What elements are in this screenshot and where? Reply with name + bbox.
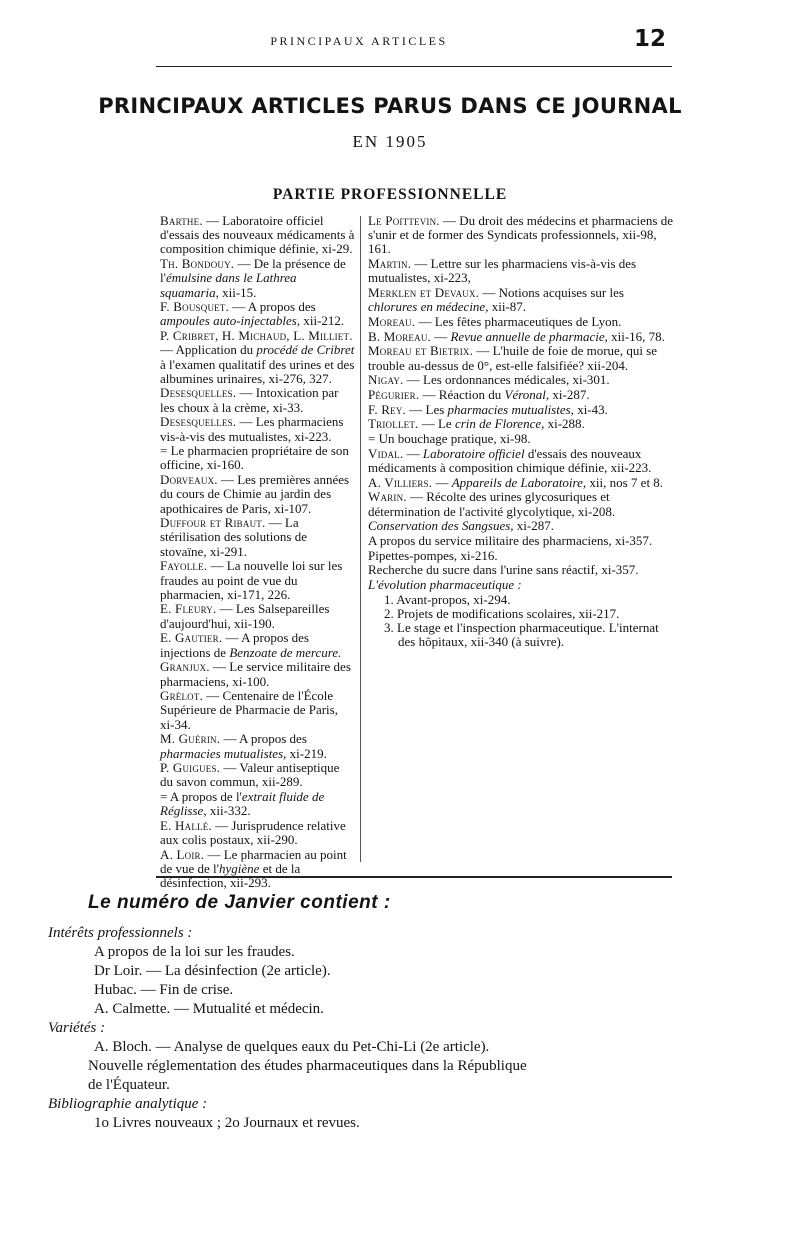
article-text: — Intoxication par les choux à la crème, bbox=[160, 385, 339, 415]
article-text: — Valeur antiseptique du savon commun, bbox=[160, 760, 340, 790]
article-text: — Le bbox=[421, 416, 455, 432]
list-item: A. Bloch. — Analyse de quelques eaux du Pet-Chi-Li (2e article). bbox=[94, 1039, 490, 1055]
article-text: — Notions acquises sur les bbox=[482, 285, 624, 301]
article-text: — Les Salsepareilles d'aujourd'hui, bbox=[160, 601, 330, 631]
author-name: E. Hallé. bbox=[160, 818, 212, 834]
author-name: Moreau. bbox=[368, 313, 416, 329]
article-entry bbox=[368, 417, 673, 431]
article-ref: xii-190. bbox=[234, 615, 275, 631]
article-italic: L'évolution pharmaceutique : bbox=[368, 577, 522, 593]
author-name: Nigay. bbox=[368, 372, 404, 388]
article-text: — De la présence de l' bbox=[160, 256, 346, 286]
article-entry bbox=[368, 315, 673, 329]
article-ref: xii-16, 78. bbox=[607, 328, 665, 344]
list-item: A. Calmette. — Mutualité et médecin. bbox=[94, 1001, 324, 1017]
author-name: Warin. bbox=[368, 489, 407, 505]
category-heading: Bibliographie analytique : bbox=[48, 1096, 208, 1112]
author-name: Pégurier. bbox=[368, 386, 420, 402]
article-ref: xi-208. bbox=[577, 503, 616, 519]
article-entry bbox=[160, 790, 355, 818]
article-italic: Conservation des Sangsues, bbox=[368, 518, 514, 534]
author-name: P. Cribret, H. Michaud, L. Milliet. bbox=[160, 328, 353, 344]
article-entry bbox=[160, 559, 355, 602]
article-ref: xii-98, 161. bbox=[368, 227, 657, 257]
article-italic: Appareils de Laboratoire, bbox=[451, 474, 587, 490]
article-italic: Benzoate de mercure. bbox=[229, 644, 342, 660]
section-title: PARTIE PROFESSIONNELLE bbox=[272, 186, 508, 203]
article-italic: émulsine dans le Lathrea squamaria, bbox=[160, 270, 297, 300]
article-entry bbox=[160, 660, 355, 688]
category-heading: Intérêts professionnels : bbox=[48, 925, 193, 941]
article-ref: xi-291. bbox=[209, 543, 248, 559]
article-ref: xi-171, 226. bbox=[227, 586, 291, 602]
list-item: de l'Équateur. bbox=[88, 1077, 170, 1093]
article-ref: xi-100. bbox=[232, 673, 270, 689]
article-entry bbox=[368, 490, 673, 518]
article-ref: xii-204. bbox=[587, 357, 629, 373]
article-ref: xii-332. bbox=[206, 803, 251, 819]
article-entry bbox=[160, 819, 355, 847]
article-ref: xi-43. bbox=[573, 401, 608, 417]
author-name: Vidal. bbox=[368, 445, 404, 461]
article-text: — Le service militaire des pharmaciens, bbox=[160, 659, 351, 689]
article-text: — Les pharmaciens vis-à-vis des mutualistes, bbox=[160, 414, 344, 444]
article-ref: xi-357. bbox=[614, 532, 653, 548]
article-ref: xi-33. bbox=[272, 399, 304, 415]
page-number: 12 bbox=[633, 26, 666, 52]
article-text: — Jurisprudence relative aux colis postaux, bbox=[160, 818, 346, 848]
article-text: — Les ordonnances médicales, bbox=[406, 372, 573, 388]
article-entry bbox=[368, 330, 673, 344]
article-text: — Les fêtes pharmaceutiques de Lyon. bbox=[418, 313, 622, 329]
article-entry bbox=[368, 373, 673, 387]
article-text: — bbox=[406, 445, 423, 461]
author-name: A. Loir. bbox=[160, 846, 205, 862]
article-ref: xi-287. bbox=[513, 518, 554, 534]
article-ref: xii-15. bbox=[218, 284, 257, 300]
list-item: Dr Loir. — La désinfection (2e article). bbox=[94, 963, 331, 979]
author-name: P. Guigues. bbox=[160, 760, 221, 776]
author-name: E. Fleury. bbox=[160, 601, 217, 617]
article-ref: xi-107. bbox=[274, 500, 312, 516]
article-text: — Lettre sur les pharmaciens vis-à-vis des mutualistes, bbox=[368, 256, 637, 286]
article-entry bbox=[160, 214, 355, 257]
article-text: Recherche du sucre dans l'urine sans réactif, bbox=[368, 562, 602, 578]
article-entry bbox=[368, 403, 673, 417]
author-name: Moreau et Bietrix. bbox=[368, 343, 474, 359]
article-ref: xi-98. bbox=[499, 431, 531, 447]
article-ref: xi-219. bbox=[286, 745, 327, 761]
section-rule bbox=[156, 876, 672, 878]
article-text: — L'huile de foie de morue, qui se trouble au-dessus de 0°, est-elle falsifiée? bbox=[368, 343, 658, 373]
article-ref: xii-289. bbox=[261, 774, 303, 790]
article-entry bbox=[160, 732, 355, 760]
list-item: A propos de la loi sur les fraudes. bbox=[94, 944, 295, 960]
list-item: Hubac. — Fin de crise. bbox=[94, 982, 234, 998]
article-entry bbox=[368, 563, 673, 577]
january-title: Le numéro de Janvier contient : bbox=[88, 892, 391, 913]
author-name: Th. Bondouy. bbox=[160, 256, 235, 272]
article-italic: hygiène bbox=[219, 861, 260, 877]
article-text: — Application du bbox=[160, 342, 257, 358]
article-text: — Réaction du bbox=[422, 386, 505, 402]
article-text: — Laboratoire officiel d'essais des nouveaux médicaments à composition chimique définie, bbox=[160, 213, 355, 257]
article-entry bbox=[368, 432, 673, 446]
author-name: F. Bousquet. bbox=[160, 299, 230, 315]
article-text: = Un bouchage pratique, bbox=[368, 431, 500, 447]
article-text: — Les premières années du cours de Chimie au jardin des apothicaires de Paris, bbox=[160, 472, 350, 516]
article-entry bbox=[160, 602, 355, 630]
author-name: Grélot. bbox=[160, 688, 204, 704]
article-entry bbox=[160, 761, 355, 789]
list-item: 1o Livres nouveaux ; 2o Journaux et revues. bbox=[94, 1115, 360, 1131]
article-text: — Récolte des urines glycosuriques et détermination de l'activité glycolytique, bbox=[368, 489, 610, 519]
article-italic: extrait fluide de Réglisse, bbox=[160, 789, 325, 819]
article-ref: xi-223, bbox=[433, 270, 471, 286]
list-item: Nouvelle réglementation des études pharmaceutiques dans la République bbox=[88, 1058, 527, 1074]
author-name: Barthe. bbox=[160, 213, 203, 228]
article-italic: Véronal, bbox=[504, 386, 550, 402]
article-ref: xi-357. bbox=[601, 562, 639, 578]
author-name: Triollet. bbox=[368, 416, 419, 432]
article-entry bbox=[160, 300, 355, 328]
author-name: Merklen et Devaux. bbox=[368, 285, 480, 301]
article-text: — bbox=[434, 328, 451, 344]
author-name: Le Poittevin. bbox=[368, 213, 440, 228]
article-entry bbox=[160, 848, 355, 891]
article-italic: procédé de Cribret bbox=[256, 342, 355, 358]
article-ref: xii-87. bbox=[488, 299, 527, 315]
article-entry bbox=[160, 631, 355, 659]
article-text: = A propos de l' bbox=[160, 789, 242, 805]
article-italic: ampoules auto-injectables, bbox=[160, 313, 301, 329]
article-text: Pipettes-pompes, bbox=[368, 547, 461, 563]
article-text: — La nouvelle loi sur les fraudes au point de vue du pharmacien, bbox=[160, 558, 343, 602]
article-entry bbox=[368, 519, 673, 533]
author-name: Duffour et Ribaut. bbox=[160, 515, 266, 531]
article-entry bbox=[160, 257, 355, 300]
article-ref: xi-216. bbox=[460, 547, 498, 563]
article-ref: xi-34. bbox=[160, 716, 191, 732]
article-entry bbox=[368, 578, 673, 592]
left-column bbox=[160, 214, 355, 891]
article-entry bbox=[368, 476, 673, 490]
article-italic: pharmacies mutualistes, bbox=[447, 401, 574, 417]
author-name: A. Villiers. bbox=[368, 474, 433, 490]
article-entry bbox=[368, 344, 673, 372]
article-entry bbox=[368, 214, 673, 257]
author-name: Desesquelles. bbox=[160, 385, 237, 401]
article-ref: xii-290. bbox=[256, 832, 298, 848]
article-ref: et de la désinfection, xii-293. bbox=[160, 861, 301, 891]
article-italic: pharmacies mutualistes, bbox=[160, 745, 287, 761]
article-entry bbox=[160, 689, 355, 732]
article-entry bbox=[160, 329, 355, 386]
article-ref: xii-212. bbox=[300, 313, 345, 329]
article-text: A propos du service militaire des pharmaciens, bbox=[368, 532, 615, 548]
article-ref: xi-301. bbox=[572, 372, 610, 388]
january-contents bbox=[48, 924, 688, 1133]
article-entry bbox=[160, 415, 355, 443]
author-name: Granjux. bbox=[160, 659, 210, 675]
article-ref: xii, nos 7 et 8. bbox=[586, 474, 664, 490]
article-ref: xi-288. bbox=[544, 416, 585, 432]
author-name: Martin. bbox=[368, 256, 412, 272]
article-text: — Le pharmacien au point de vue de l' bbox=[160, 846, 347, 877]
running-head-title: PRINCIPAUX ARTICLES bbox=[270, 34, 448, 48]
author-name: Desesquelles. bbox=[160, 414, 237, 430]
article-entry bbox=[160, 516, 355, 559]
article-ref: xi-29. bbox=[321, 241, 353, 257]
numbered-item: 2. Projets de modifications scolaires, xii-217. bbox=[384, 605, 620, 621]
author-name: Fayolle. bbox=[160, 558, 208, 574]
column-divider bbox=[360, 216, 361, 862]
article-text: — bbox=[435, 474, 452, 490]
article-ref: xi-287. bbox=[549, 386, 590, 402]
article-italic: crin de Florence, bbox=[454, 416, 545, 432]
running-head bbox=[0, 26, 800, 54]
article-entry bbox=[368, 388, 673, 402]
year-line: EN 1905 bbox=[352, 132, 428, 151]
header-rule bbox=[156, 66, 672, 67]
article-ref: xi-160. bbox=[206, 457, 244, 473]
article-ref: à l'examen qualitatif des urines et des albumines urinaires, xi-276, 327. bbox=[160, 356, 355, 386]
numbered-item: 1. Avant-propos, xi-294. bbox=[384, 591, 511, 607]
article-text: — Les bbox=[409, 401, 448, 417]
article-text: — Du droit des médecins et pharmaciens de s'unir et de former des Syndicats professionnels, bbox=[368, 213, 673, 243]
article-entry bbox=[160, 444, 355, 472]
article-text: — A propos des bbox=[232, 299, 316, 315]
author-name: F. Rey. bbox=[368, 401, 407, 417]
article-ref: xi-223. bbox=[294, 428, 332, 444]
numbered-item: 3. Le stage et l'inspection pharmaceutique. L'internat des hôpitaux, xii-340 (à suivre). bbox=[384, 620, 659, 650]
right-column bbox=[368, 214, 673, 650]
article-entry bbox=[160, 386, 355, 414]
article-entry bbox=[368, 257, 673, 285]
article-ref: d'essais des nouveaux médicaments à composition chimique définie, xii-223. bbox=[368, 445, 652, 475]
article-entry bbox=[368, 534, 673, 548]
article-italic: Laboratoire officiel bbox=[422, 445, 525, 461]
article-italic: Revue annuelle de pharmacie, bbox=[450, 328, 608, 344]
author-name: M. Guérin. bbox=[160, 731, 221, 747]
article-text: — A propos des bbox=[223, 731, 307, 747]
article-entry bbox=[368, 549, 673, 563]
article-text: = Le pharmacien propriétaire de son officine, bbox=[160, 443, 349, 473]
article-text: — Centenaire de l'École Supérieure de Pharmacie de Paris, bbox=[160, 688, 338, 718]
article-text: — La stérilisation des solutions de stovaïne, bbox=[160, 515, 307, 559]
article-text: — A propos des injections de bbox=[160, 630, 309, 660]
article-italic: chlorures en médecine, bbox=[368, 299, 489, 315]
author-name: E. Gautier. bbox=[160, 630, 223, 646]
article-entry bbox=[368, 447, 673, 475]
author-name: B. Moreau. bbox=[368, 328, 431, 344]
category-heading: Variétés : bbox=[48, 1020, 106, 1036]
page-title: PRINCIPAUX ARTICLES PARUS DANS CE JOURNAL bbox=[98, 94, 682, 118]
article-entry bbox=[160, 473, 355, 516]
article-entry bbox=[368, 286, 673, 314]
author-name: Dorveaux. bbox=[160, 472, 218, 488]
